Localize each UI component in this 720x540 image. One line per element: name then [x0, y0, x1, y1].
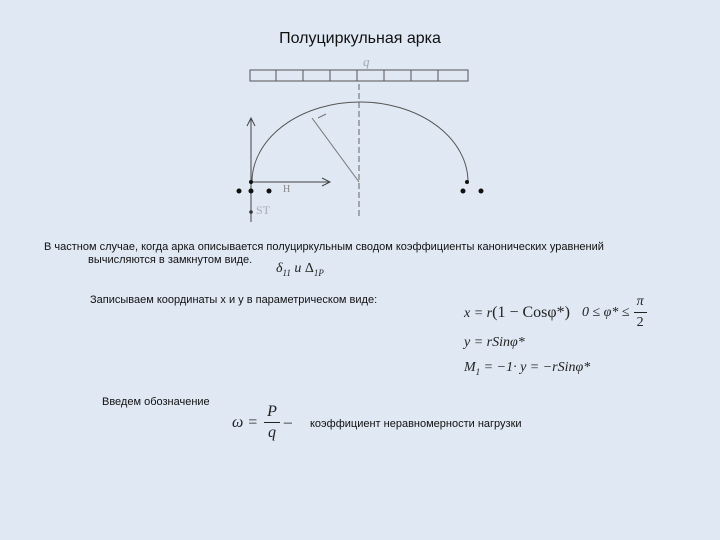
formula-omega	[232, 402, 292, 443]
pi-over-two	[634, 292, 647, 333]
range-left: 0 ≤ φ* ≤	[582, 304, 630, 320]
horizontal-force-label: H	[283, 184, 291, 195]
formula-m	[464, 360, 590, 377]
right-support-node-icon	[479, 189, 484, 194]
right-hinge-icon	[465, 180, 469, 184]
left-support-node-icon	[237, 189, 242, 194]
formula-y: y = rSinφ*	[464, 335, 525, 350]
origin-dot-icon	[249, 210, 253, 214]
semicircular-arch	[252, 102, 468, 182]
load-label: q	[363, 54, 370, 69]
page-title: Полуциркульная арка	[279, 30, 441, 47]
numerator: P	[264, 402, 280, 423]
paragraph-notation: Введем обозначение	[102, 396, 210, 408]
Delta-symbol: Δ	[304, 261, 314, 276]
two: 2	[636, 315, 644, 330]
delta-symbol: δ	[276, 261, 283, 276]
p-over-q	[264, 402, 280, 443]
subscript: 11	[282, 267, 291, 278]
radius-line	[312, 118, 359, 182]
omega-description: коэффициент неравномерности нагрузки	[310, 418, 522, 430]
subscript: 1	[475, 366, 481, 377]
subscript: 1P	[313, 267, 324, 278]
pi: π	[634, 292, 647, 313]
formula-x	[464, 304, 570, 322]
left-hinge-icon	[249, 180, 253, 184]
conjunction: и	[294, 261, 302, 276]
formula-x-paren: (1 − Cosφ*)	[492, 304, 570, 321]
omega-lhs: ω =	[232, 413, 259, 431]
paragraph-canonical	[44, 241, 720, 267]
denominator: q	[267, 424, 276, 441]
radius-tick	[318, 114, 326, 118]
formula-x-range	[582, 292, 647, 333]
dash: –	[283, 413, 292, 431]
bottom-label: ST	[256, 203, 271, 217]
paragraph-line: В частном случае, когда арка описывается полуциркульным сводом коэффициенты канонических уравнений	[44, 241, 604, 253]
moment-symbol: M	[464, 360, 476, 375]
distributed-load-bar	[250, 70, 468, 81]
formula-x-lhs: x = r	[464, 306, 493, 321]
paragraph-line: вычисляются в замкнутом виде.	[88, 254, 253, 266]
left-support-node-icon	[249, 189, 254, 194]
formula-m-rhs: = −1· y = −rSinφ*	[483, 360, 591, 375]
coefficient-formula	[276, 261, 324, 278]
paragraph-parametric: Записываем координаты x и y в параметрическом виде:	[90, 294, 378, 306]
left-support-node-icon	[267, 189, 272, 194]
right-support-node-icon	[461, 189, 466, 194]
